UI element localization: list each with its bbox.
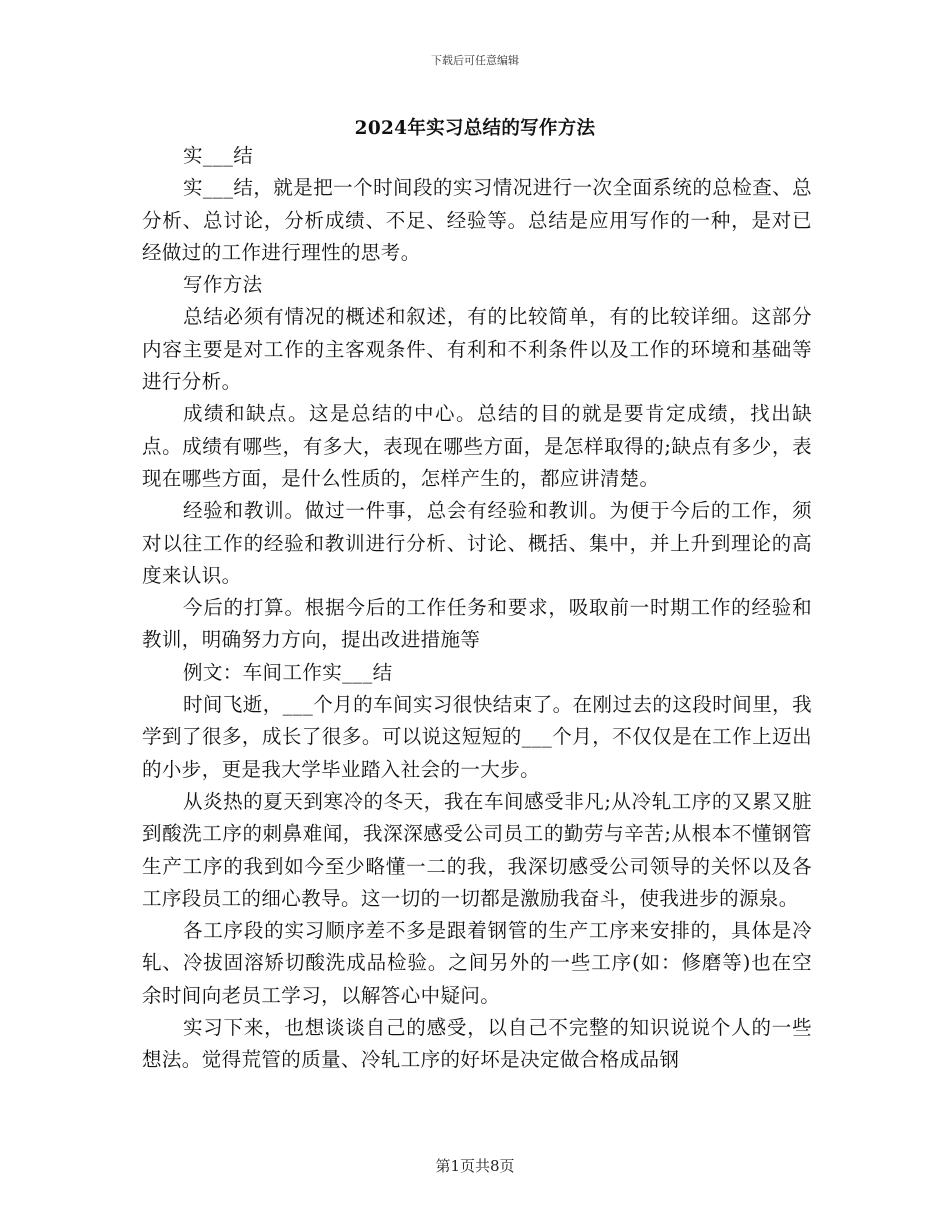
paragraph-achievements: 成绩和缺点。这是总结的中心。总结的目的就是要肯定成绩，找出缺点。成绩有哪些，有多大，表现在哪些方面，是怎样取得的;缺点有多少，表现在哪些方面，是什么性质的，怎样产生的，都应讲清楚。 <box>142 402 812 490</box>
paragraph-example-thoughts: 实习下来，也想谈谈自己的感受，以自己不完整的知识说说个人的一些想法。觉得荒管的质量、冷轧工序的好坏是决定做合格成品钢 <box>142 1016 812 1072</box>
header-note: 下载后可任意编辑 <box>431 54 519 67</box>
paragraph-example-heading: 例文：车间工作实___结 <box>182 660 393 684</box>
paragraph-plans: 今后的打算。根据今后的工作任务和要求，吸取前一时期工作的经验和教训，明确努力方向，提出改进措施等 <box>142 596 812 652</box>
paragraph-overview: 总结必须有情况的概述和叙述，有的比较简单，有的比较详细。这部分内容主要是对工作的主客观条件、有利和不利条件以及工作的环境和基础等进行分析。 <box>142 305 812 394</box>
document-title: 2024年实习总结的写作方法 <box>354 118 596 139</box>
paragraph-example-intro: 时间飞逝，___个月的车间实习很快结束了。在刚过去的这段时间里，我学到了很多，成长了很多。可以说这短短的___个月，不仅仅是在工作上迈出的小步，更是我大学毕业踏入社会的一大步。 <box>142 693 812 781</box>
paragraph-example-order: 各工序段的实习顺序差不多是跟着钢管的生产工序来安排的，具体是冷轧、冷拔固溶矫切酸洗成品检验。之间另外的一些工序(如：修磨等)也在空余时间向老员工学习，以解答心中疑问。 <box>142 919 812 1007</box>
paragraph-lessons: 经验和教训。做过一件事，总会有经验和教训。为便于今后的工作，须对以往工作的经验和教训进行分析、讨论、概括、集中，并上升到理论的高度来认识。 <box>142 499 812 587</box>
document-body <box>142 140 812 1077</box>
paragraph-heading-method: 写作方法 <box>182 273 263 297</box>
paragraph-definition: 实___结，就是把一个时间段的实习情况进行一次全面系统的总检查、总分析、总讨论，分析成绩、不足、经验等。总结是应用写作的一种，是对已经做过的工作进行理性的思考。 <box>142 176 812 264</box>
paragraph-heading-summary: 实___结 <box>182 144 254 167</box>
paragraph-example-feelings: 从炎热的夏天到寒冷的冬天，我在车间感受非凡;从冷轧工序的又累又脏到酸洗工序的刺鼻难闻，我深深感受公司员工的勤劳与辛苦;从根本不懂钢管生产工序的我到如今至少略懂一二的我，我深切感受公司领导的关怀以及各工序段员工的细心教导。这一切的一切都是激励我奋斗，使我进步的源泉。 <box>142 789 812 910</box>
page-number: 第1页共8页 <box>435 1157 515 1175</box>
